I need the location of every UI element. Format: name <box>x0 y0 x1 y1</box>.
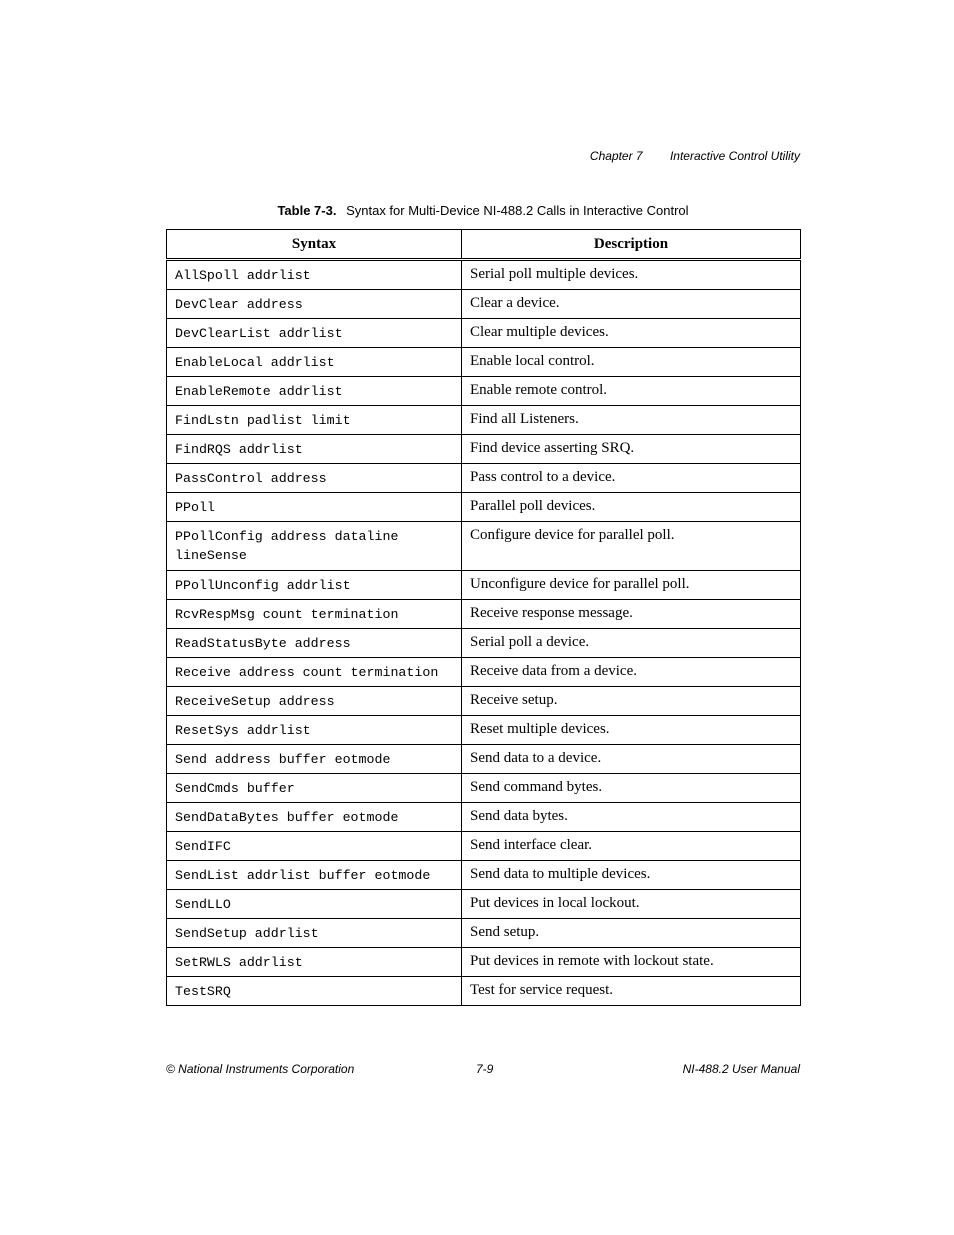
table-caption-text: Syntax for Multi-Device NI-488.2 Calls in Interactive Control <box>346 203 689 218</box>
page-footer <box>166 1062 800 1078</box>
table-row <box>167 687 801 716</box>
header-title: Interactive Control Utility <box>669 149 800 163</box>
description-cell: Clear multiple devices. <box>462 319 801 348</box>
description-cell: Find all Listeners. <box>462 406 801 435</box>
description-cell: Reset multiple devices. <box>462 716 801 745</box>
table-header-row <box>167 230 801 260</box>
description-cell: Find device asserting SRQ. <box>462 435 801 464</box>
page-number: 7-9 <box>476 1062 494 1076</box>
description-cell: Receive setup. <box>462 687 801 716</box>
table-row <box>167 745 801 774</box>
table-row <box>167 890 801 919</box>
description-cell: Pass control to a device. <box>462 464 801 493</box>
description-cell: Send data bytes. <box>462 803 801 832</box>
syntax-cell: PassControl address <box>167 464 462 493</box>
table-row <box>167 600 801 629</box>
header-chapter: Chapter 7 <box>589 149 643 163</box>
description-cell: Unconfigure device for parallel poll. <box>462 571 801 600</box>
syntax-cell: SendDataBytes buffer eotmode <box>167 803 462 832</box>
description-cell: Enable local control. <box>462 348 801 377</box>
column-header-syntax: Syntax <box>167 230 462 260</box>
syntax-cell: EnableLocal addrlist <box>167 348 462 377</box>
table-row <box>167 861 801 890</box>
table-row <box>167 571 801 600</box>
table-row <box>167 774 801 803</box>
syntax-cell: TestSRQ <box>167 977 462 1006</box>
table-row <box>167 260 801 290</box>
table-row <box>167 464 801 493</box>
description-cell: Send data to multiple devices. <box>462 861 801 890</box>
syntax-cell: SetRWLS addrlist <box>167 948 462 977</box>
table-caption <box>166 203 800 218</box>
syntax-table <box>166 229 801 1006</box>
description-cell: Receive response message. <box>462 600 801 629</box>
table-row <box>167 919 801 948</box>
description-cell: Parallel poll devices. <box>462 493 801 522</box>
description-cell: Send command bytes. <box>462 774 801 803</box>
table-row <box>167 290 801 319</box>
table-row <box>167 493 801 522</box>
syntax-cell: ResetSys addrlist <box>167 716 462 745</box>
description-cell: Serial poll multiple devices. <box>462 260 801 290</box>
column-header-description: Description <box>462 230 801 260</box>
syntax-cell: DevClear address <box>167 290 462 319</box>
table-row <box>167 948 801 977</box>
syntax-cell: PPoll <box>167 493 462 522</box>
table-row <box>167 832 801 861</box>
syntax-cell: SendCmds buffer <box>167 774 462 803</box>
table-row <box>167 977 801 1006</box>
syntax-cell: PPollUnconfig addrlist <box>167 571 462 600</box>
description-cell: Enable remote control. <box>462 377 801 406</box>
description-cell: Clear a device. <box>462 290 801 319</box>
table-row <box>167 522 801 571</box>
footer-copyright: © National Instruments Corporation <box>166 1062 355 1076</box>
syntax-cell: PPollConfig address dataline lineSense <box>167 522 462 571</box>
syntax-cell: ReceiveSetup address <box>167 687 462 716</box>
table-number: Table 7-3. <box>277 203 337 218</box>
description-cell: Send data to a device. <box>462 745 801 774</box>
description-cell: Receive data from a device. <box>462 658 801 687</box>
running-header <box>590 149 800 163</box>
table-row <box>167 377 801 406</box>
table-row <box>167 348 801 377</box>
table-row <box>167 406 801 435</box>
syntax-cell: RcvRespMsg count termination <box>167 600 462 629</box>
syntax-cell: ReadStatusByte address <box>167 629 462 658</box>
description-cell: Send interface clear. <box>462 832 801 861</box>
description-cell: Configure device for parallel poll. <box>462 522 801 571</box>
syntax-cell: Receive address count termination <box>167 658 462 687</box>
table-row <box>167 319 801 348</box>
syntax-cell: EnableRemote addrlist <box>167 377 462 406</box>
syntax-cell: Send address buffer eotmode <box>167 745 462 774</box>
table-row <box>167 629 801 658</box>
syntax-cell: SendIFC <box>167 832 462 861</box>
syntax-cell: FindLstn padlist limit <box>167 406 462 435</box>
table-row <box>167 803 801 832</box>
description-cell: Test for service request. <box>462 977 801 1006</box>
syntax-cell: SendList addrlist buffer eotmode <box>167 861 462 890</box>
description-cell: Send setup. <box>462 919 801 948</box>
syntax-cell: SendSetup addrlist <box>167 919 462 948</box>
syntax-cell: SendLLO <box>167 890 462 919</box>
syntax-cell: DevClearList addrlist <box>167 319 462 348</box>
description-cell: Serial poll a device. <box>462 629 801 658</box>
table-row <box>167 716 801 745</box>
description-cell: Put devices in remote with lockout state. <box>462 948 801 977</box>
description-cell: Put devices in local lockout. <box>462 890 801 919</box>
table-row <box>167 435 801 464</box>
footer-manual-title: NI-488.2 User Manual <box>682 1062 800 1076</box>
syntax-cell: FindRQS addrlist <box>167 435 462 464</box>
table-row <box>167 658 801 687</box>
syntax-cell: AllSpoll addrlist <box>167 260 462 290</box>
